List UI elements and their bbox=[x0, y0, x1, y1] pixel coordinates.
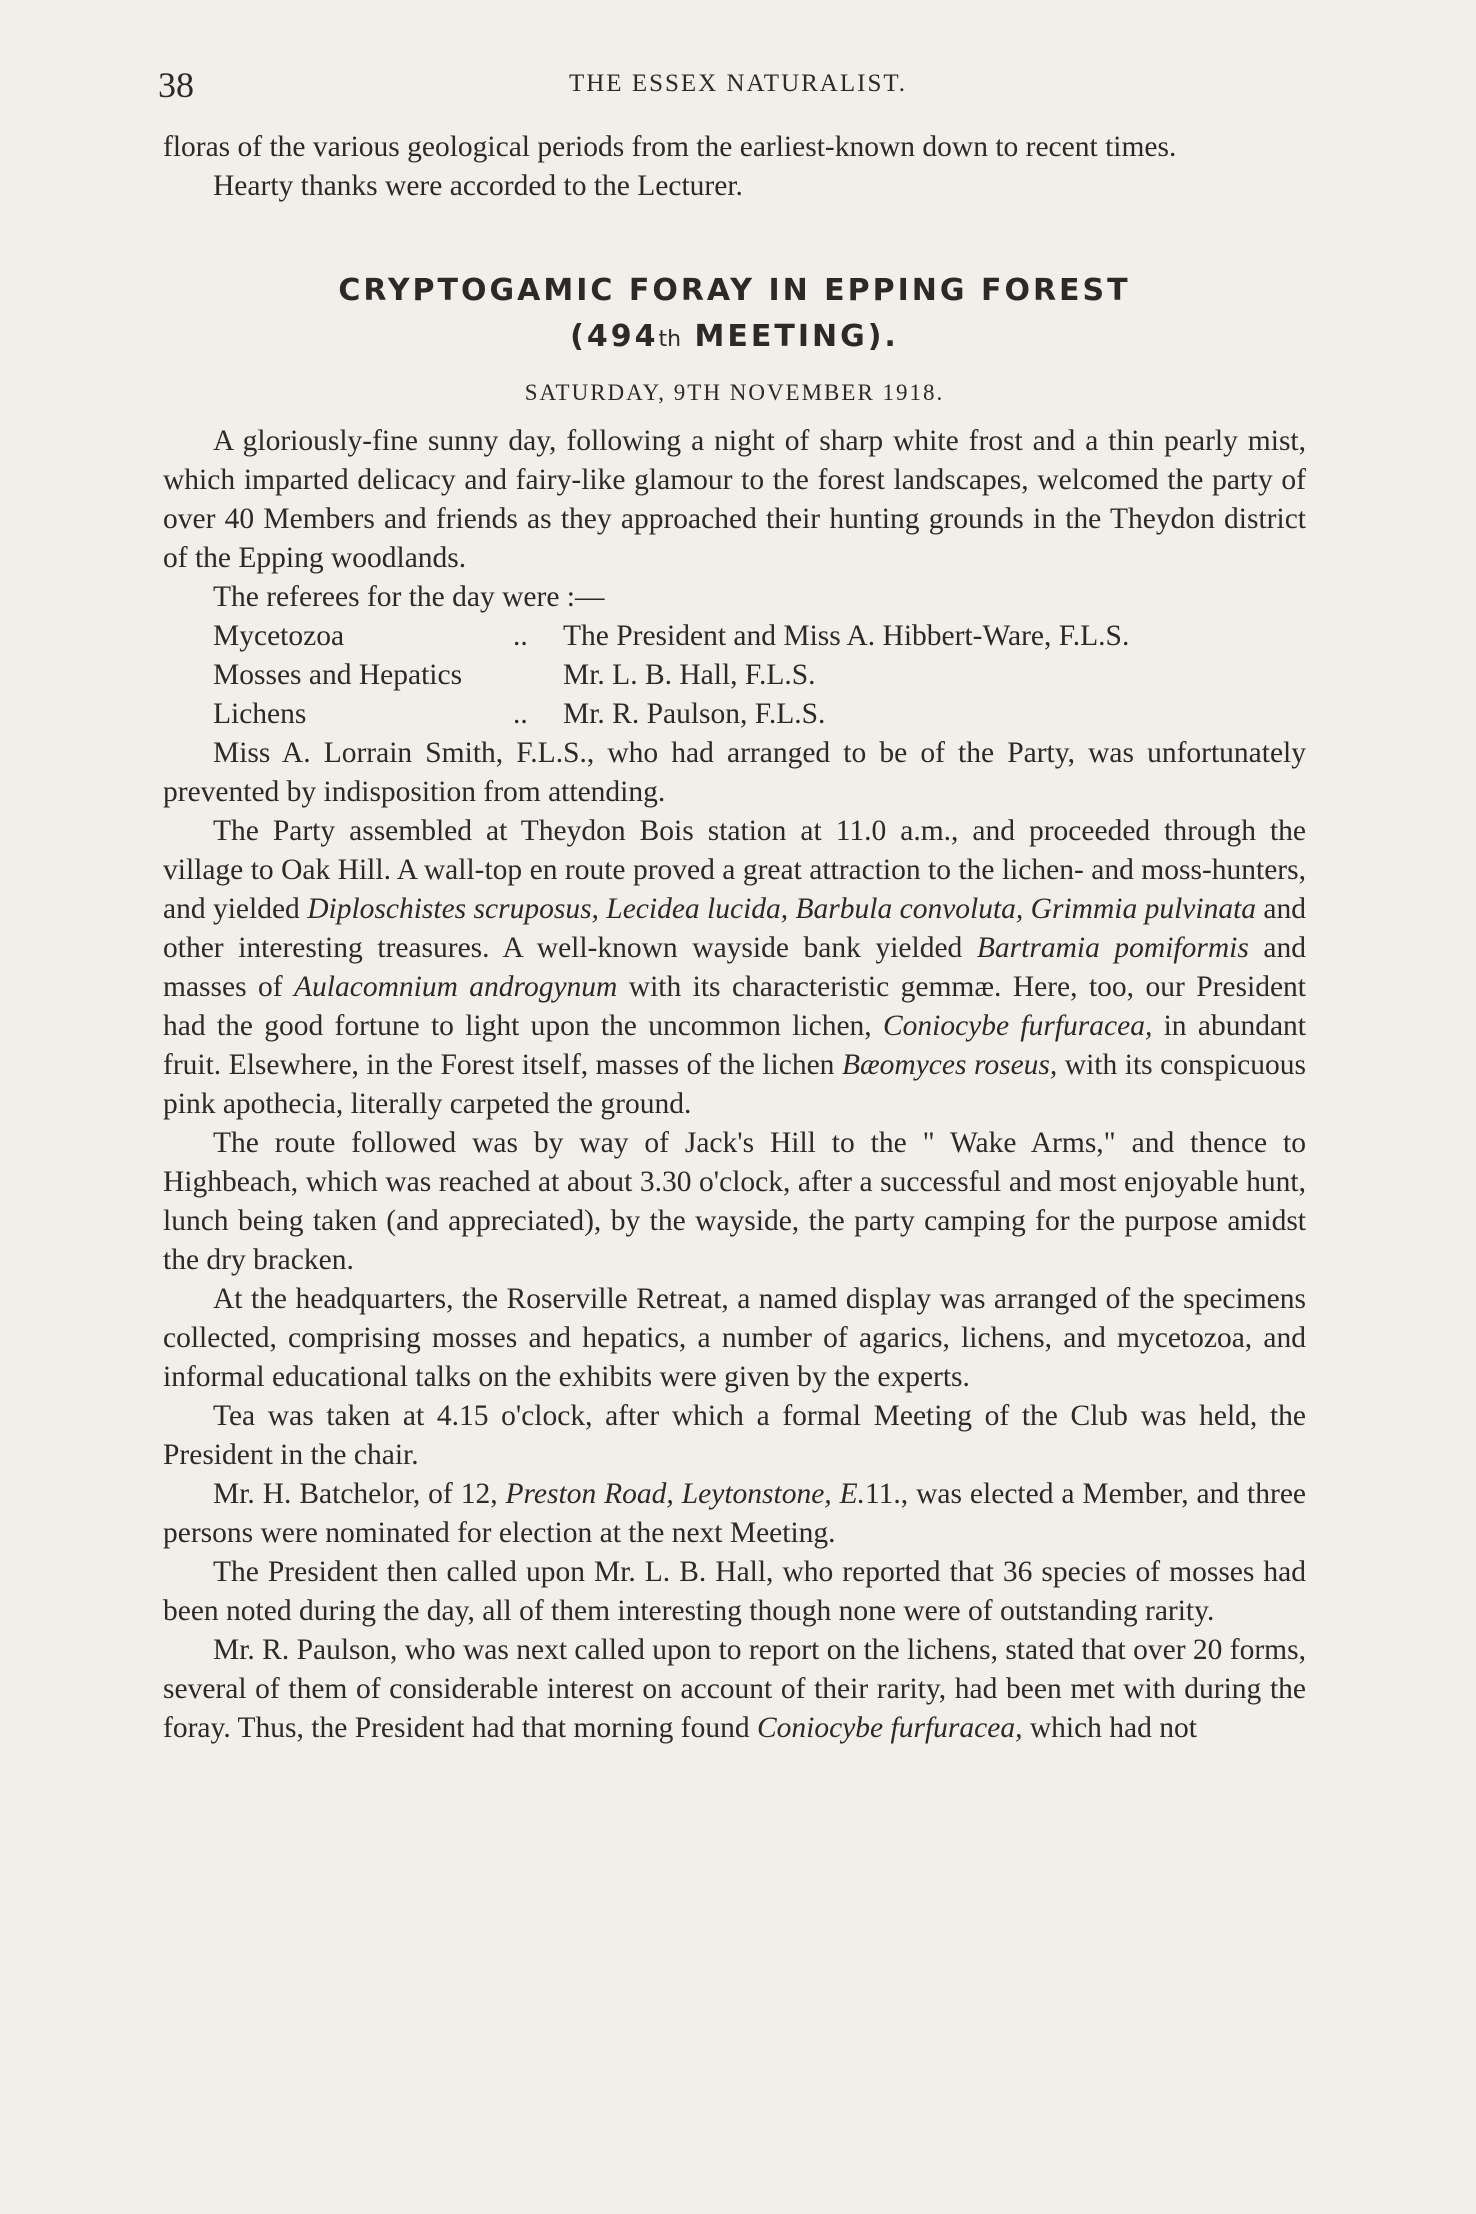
referee-dots: .. bbox=[513, 620, 528, 652]
page-header bbox=[158, 64, 1318, 114]
paragraph-absence: Miss A. Lorrain Smith, F.L.S., who had arranged to be of the Party, was unfortunately prevented by indisposition from attending. bbox=[163, 737, 1306, 808]
species-name: Coniocybe furfuracea, bbox=[882, 1010, 1153, 1042]
referee-row bbox=[163, 617, 1306, 656]
referee-group: Lichens bbox=[213, 698, 307, 730]
paragraph-route: The route followed was by way of Jack's Hill to the " Wake Arms," and thence to Highbeach, which was reached at about 3.30 o'clock, after a successful and most enjoyable hunt, lunch being taken (and appreciated), by the wayside, the party camping for the purpose amidst the dry bracken. bbox=[163, 1127, 1306, 1276]
referee-row bbox=[163, 695, 1306, 734]
referee-names: The President and Miss A. Hibbert-Ware, F.L.S. bbox=[563, 620, 1130, 652]
text-run: in abundant fruit. Elsewhere, in the Forest itself, masses of the lichen bbox=[163, 1010, 1306, 1081]
text-run: with its characteristic gemmæ. Here, too, our President had the good fortune to light upon the uncommon lichen, bbox=[163, 971, 1306, 1042]
text-run: and other interesting treasures. A well-known wayside bank yielded bbox=[163, 893, 1306, 964]
meeting-date: SATURDAY, 9TH NOVEMBER 1918. bbox=[524, 380, 945, 405]
section-heading bbox=[163, 268, 1306, 363]
heading-line-1: CRYPTOGAMIC FORAY IN EPPING FOREST bbox=[338, 273, 1131, 308]
heading-open: (494 bbox=[570, 319, 659, 354]
paragraph-lichens-report bbox=[163, 1631, 1306, 1748]
paragraph-route-finds bbox=[163, 812, 1306, 1124]
paragraph-display: At the headquarters, the Roserville Retreat, a named display was arranged of the specimens collected, comprising mosses and hepatics, a number of agarics, lichens, and mycetozoa, and informal educational talks on the exhibits were given by the experts. bbox=[163, 1283, 1306, 1393]
referee-dots: .. bbox=[513, 698, 528, 730]
referee-row bbox=[163, 656, 1306, 695]
text-run: and masses of bbox=[163, 932, 1307, 1003]
species-name: Aulacomnium androgynum bbox=[294, 971, 618, 1003]
text-run: The Party assembled at Theydon Bois station at 11.0 a.m., and proceeded through the village to Oak Hill. A wall-top en route proved a great attraction to the lichen- and moss-hunters, and yielded bbox=[163, 815, 1306, 925]
article-body bbox=[163, 128, 1306, 1748]
paragraph-election bbox=[163, 1475, 1306, 1553]
text-run: Mr. H. Batchelor, of 12, bbox=[213, 1478, 506, 1510]
paragraph-tea: Tea was taken at 4.15 o'clock, after which a formal Meeting of the Club was held, the President in the chair. bbox=[163, 1400, 1306, 1471]
heading-meeting: MEETING). bbox=[681, 319, 899, 354]
paragraph-weather: A gloriously-fine sunny day, following a night of sharp white frost and a thin pearly mist, which imparted delicacy and fairy-like glamour to the forest landscapes, welcomed the party of over 40 Members and friends as they approached their hunting grounds in the Theydon district of the Epping woodlands. bbox=[163, 425, 1306, 574]
heading-sup: th bbox=[658, 327, 682, 352]
referees-intro: The referees for the day were :— bbox=[213, 581, 605, 613]
referee-group: Mosses and Hepatics bbox=[213, 659, 463, 691]
text-run: with its conspicuous pink apothecia, literally carpeted the ground. bbox=[163, 1049, 1306, 1120]
paragraph-mosses-report: The President then called upon Mr. L. B. Hall, who reported that 36 species of mosses had been noted during the day, all of them interesting though none were of outstanding rarity. bbox=[163, 1556, 1306, 1627]
referee-group: Mycetozoa bbox=[213, 620, 345, 652]
species-names: Diploschistes scruposus, Lecidea lucida, Barbula convoluta, Grimmia pulvinata bbox=[307, 893, 1257, 925]
text-run: which had not bbox=[1022, 1712, 1197, 1744]
species-name: Bartramia pomiformis bbox=[976, 932, 1249, 964]
species-name: Bæomyces roseus, bbox=[841, 1049, 1058, 1081]
page-number: 38 bbox=[158, 65, 194, 105]
text-run: 11., was elected a Member, and three persons were nominated for election at the next Meeting. bbox=[163, 1478, 1307, 1549]
intro-continuation: floras of the various geological periods from the earliest-known down to recent times. bbox=[163, 131, 1177, 163]
intro-thanks: Hearty thanks were accorded to the Lecturer. bbox=[213, 170, 743, 202]
running-title: THE ESSEX NATURALIST. bbox=[568, 70, 908, 97]
referee-dots bbox=[513, 656, 563, 695]
heading-line-2 bbox=[163, 314, 1306, 363]
species-name: Coniocybe furfuracea, bbox=[757, 1712, 1023, 1744]
text-run: Mr. R. Paulson, who was next called upon to report on the lichens, stated that over 20 forms, several of them of considerable interest on account of their rarity, had been met with during the foray. Thus, the President had that morning found bbox=[163, 1634, 1306, 1744]
referee-names: Mr. R. Paulson, F.L.S. bbox=[563, 698, 826, 730]
address: Preston Road, Leytonstone, E. bbox=[505, 1478, 866, 1510]
referee-names: Mr. L. B. Hall, F.L.S. bbox=[563, 659, 816, 691]
